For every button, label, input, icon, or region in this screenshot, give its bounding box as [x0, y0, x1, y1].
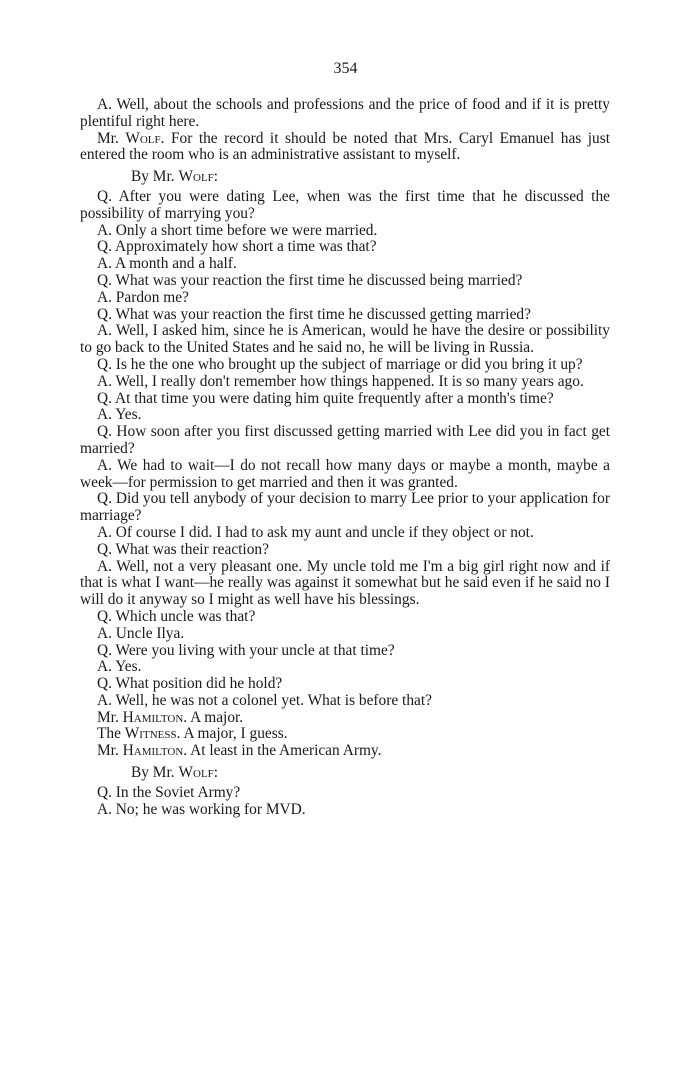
examiner-heading	[80, 765, 610, 782]
paragraph-text: A. Well, not a very pleasant one. My uncle told me I'm a big girl right now and if that is what I want—he really was against it somewhat but he said even if he said no I will do it anyway so I might as well have his blessings.	[80, 557, 610, 609]
transcript-paragraph	[80, 273, 610, 290]
transcript-paragraph	[80, 726, 610, 743]
transcript-paragraph	[80, 374, 610, 391]
paragraph-text: A. Well, I asked him, since he is American, would he have the desire or possibility to go back to the United States and he said no, he will be living in Russia.	[80, 322, 610, 357]
transcript-paragraph	[80, 542, 610, 559]
paragraph-text: A. Pardon me?	[97, 288, 189, 306]
paragraph-text: Q. What position did he hold?	[97, 675, 283, 693]
paragraph-text: A. We had to wait—I do not recall how many days or maybe a month, maybe a week—for permission to get married and then it was granted.	[80, 456, 610, 491]
paragraph-text: A. Well, I really don't remember how things happened. It is so many years ago.	[97, 372, 584, 390]
paragraph-text: A. Yes.	[97, 406, 142, 424]
paragraph-text: Q. At that time you were dating him quite frequently after a month's time?	[97, 389, 554, 407]
paragraph-text: A. Well, about the schools and professions and the price of food and if it is pretty plentiful right here.	[80, 96, 610, 130]
paragraph-text: . A major, I guess.	[176, 725, 288, 743]
paragraph-text: Q. In the Soviet Army?	[97, 783, 241, 801]
transcript-paragraph	[80, 391, 610, 408]
speaker-prefix: Mr.	[97, 742, 123, 760]
paragraph-text: A. Yes.	[97, 658, 142, 676]
transcript-paragraph	[80, 802, 610, 819]
examiner-heading	[80, 169, 610, 186]
paragraph-text: Q. Is he the one who brought up the subject of marriage or did you bring it up?	[97, 355, 583, 373]
transcript-paragraph	[80, 323, 610, 357]
paragraph-text: Q. Were you living with your uncle at that time?	[97, 641, 395, 659]
transcript-paragraph	[80, 256, 610, 273]
transcript-paragraph	[80, 290, 610, 307]
speaker-name: Wolf	[125, 129, 161, 147]
transcript-paragraph	[80, 693, 610, 710]
speaker-name: Wolf	[178, 764, 214, 782]
paragraph-text: Q. What was your reaction the first time he discussed being married?	[97, 271, 523, 289]
transcript-paragraph	[80, 458, 610, 492]
speaker-name: Hamilton	[122, 742, 184, 760]
speaker-prefix: By Mr.	[131, 168, 179, 186]
transcript-paragraph	[80, 785, 610, 802]
speaker-prefix: The	[97, 725, 125, 743]
transcript-body	[80, 97, 610, 818]
paragraph-text: . For the record it should be noted that Mrs. Caryl Emanuel has just entered the room who is an administrative assistant to myself.	[80, 129, 611, 164]
transcript-paragraph	[80, 223, 610, 240]
paragraph-text: Q. What was their reaction?	[97, 540, 269, 558]
transcript-paragraph	[80, 491, 610, 525]
transcript-paragraph	[80, 239, 610, 256]
paragraph-text: A. Uncle Ilya.	[97, 624, 185, 642]
transcript-paragraph	[80, 189, 610, 223]
page-number: 354	[333, 60, 358, 77]
speaker-name: Hamilton	[122, 708, 184, 726]
transcript-paragraph	[80, 559, 610, 609]
speaker-prefix: Mr.	[97, 129, 126, 147]
transcript-paragraph	[80, 407, 610, 424]
speaker-prefix: Mr.	[97, 708, 123, 726]
paragraph-text: . At least in the American Army.	[183, 742, 382, 760]
paragraph-text: :	[213, 764, 219, 782]
paragraph-text: :	[213, 168, 219, 186]
paragraph-text: A. No; he was working for MVD.	[97, 800, 306, 818]
transcript-paragraph	[80, 97, 610, 131]
paragraph-text: A. Only a short time before we were married.	[97, 221, 378, 239]
transcript-paragraph	[80, 307, 610, 324]
paragraph-text: . A major.	[183, 708, 244, 726]
transcript-paragraph	[80, 676, 610, 693]
paragraph-text: Q. How soon after you first discussed getting married with Lee did you in fact get married?	[80, 423, 610, 457]
transcript-paragraph	[80, 131, 610, 165]
paragraph-text: A. A month and a half.	[97, 255, 237, 273]
speaker-name: Wolf	[178, 168, 214, 186]
transcript-paragraph	[80, 626, 610, 643]
transcript-paragraph	[80, 525, 610, 542]
paragraph-text: A. Well, he was not a colonel yet. What is before that?	[97, 691, 432, 709]
paragraph-text: Q. Did you tell anybody of your decision to marry Lee prior to your application for marriage?	[80, 490, 610, 525]
speaker-prefix: By Mr.	[131, 764, 179, 782]
paragraph-text: Q. After you were dating Lee, when was the first time that he discussed the possibility of marrying you?	[80, 187, 610, 222]
transcript-paragraph	[80, 609, 610, 626]
paragraph-text: Q. What was your reaction the first time he discussed getting married?	[97, 305, 531, 323]
transcript-paragraph	[80, 357, 610, 374]
transcript-paragraph	[80, 643, 610, 660]
transcript-paragraph	[80, 710, 610, 727]
transcript-paragraph	[80, 743, 610, 760]
transcript-paragraph	[80, 659, 610, 676]
speaker-name: Witness	[124, 725, 177, 743]
paragraph-text: A. Of course I did. I had to ask my aunt and uncle if they object or not.	[97, 523, 534, 541]
transcript-paragraph	[80, 424, 610, 458]
paragraph-text: Q. Approximately how short a time was that?	[97, 238, 377, 256]
paragraph-text: Q. Which uncle was that?	[97, 607, 256, 625]
